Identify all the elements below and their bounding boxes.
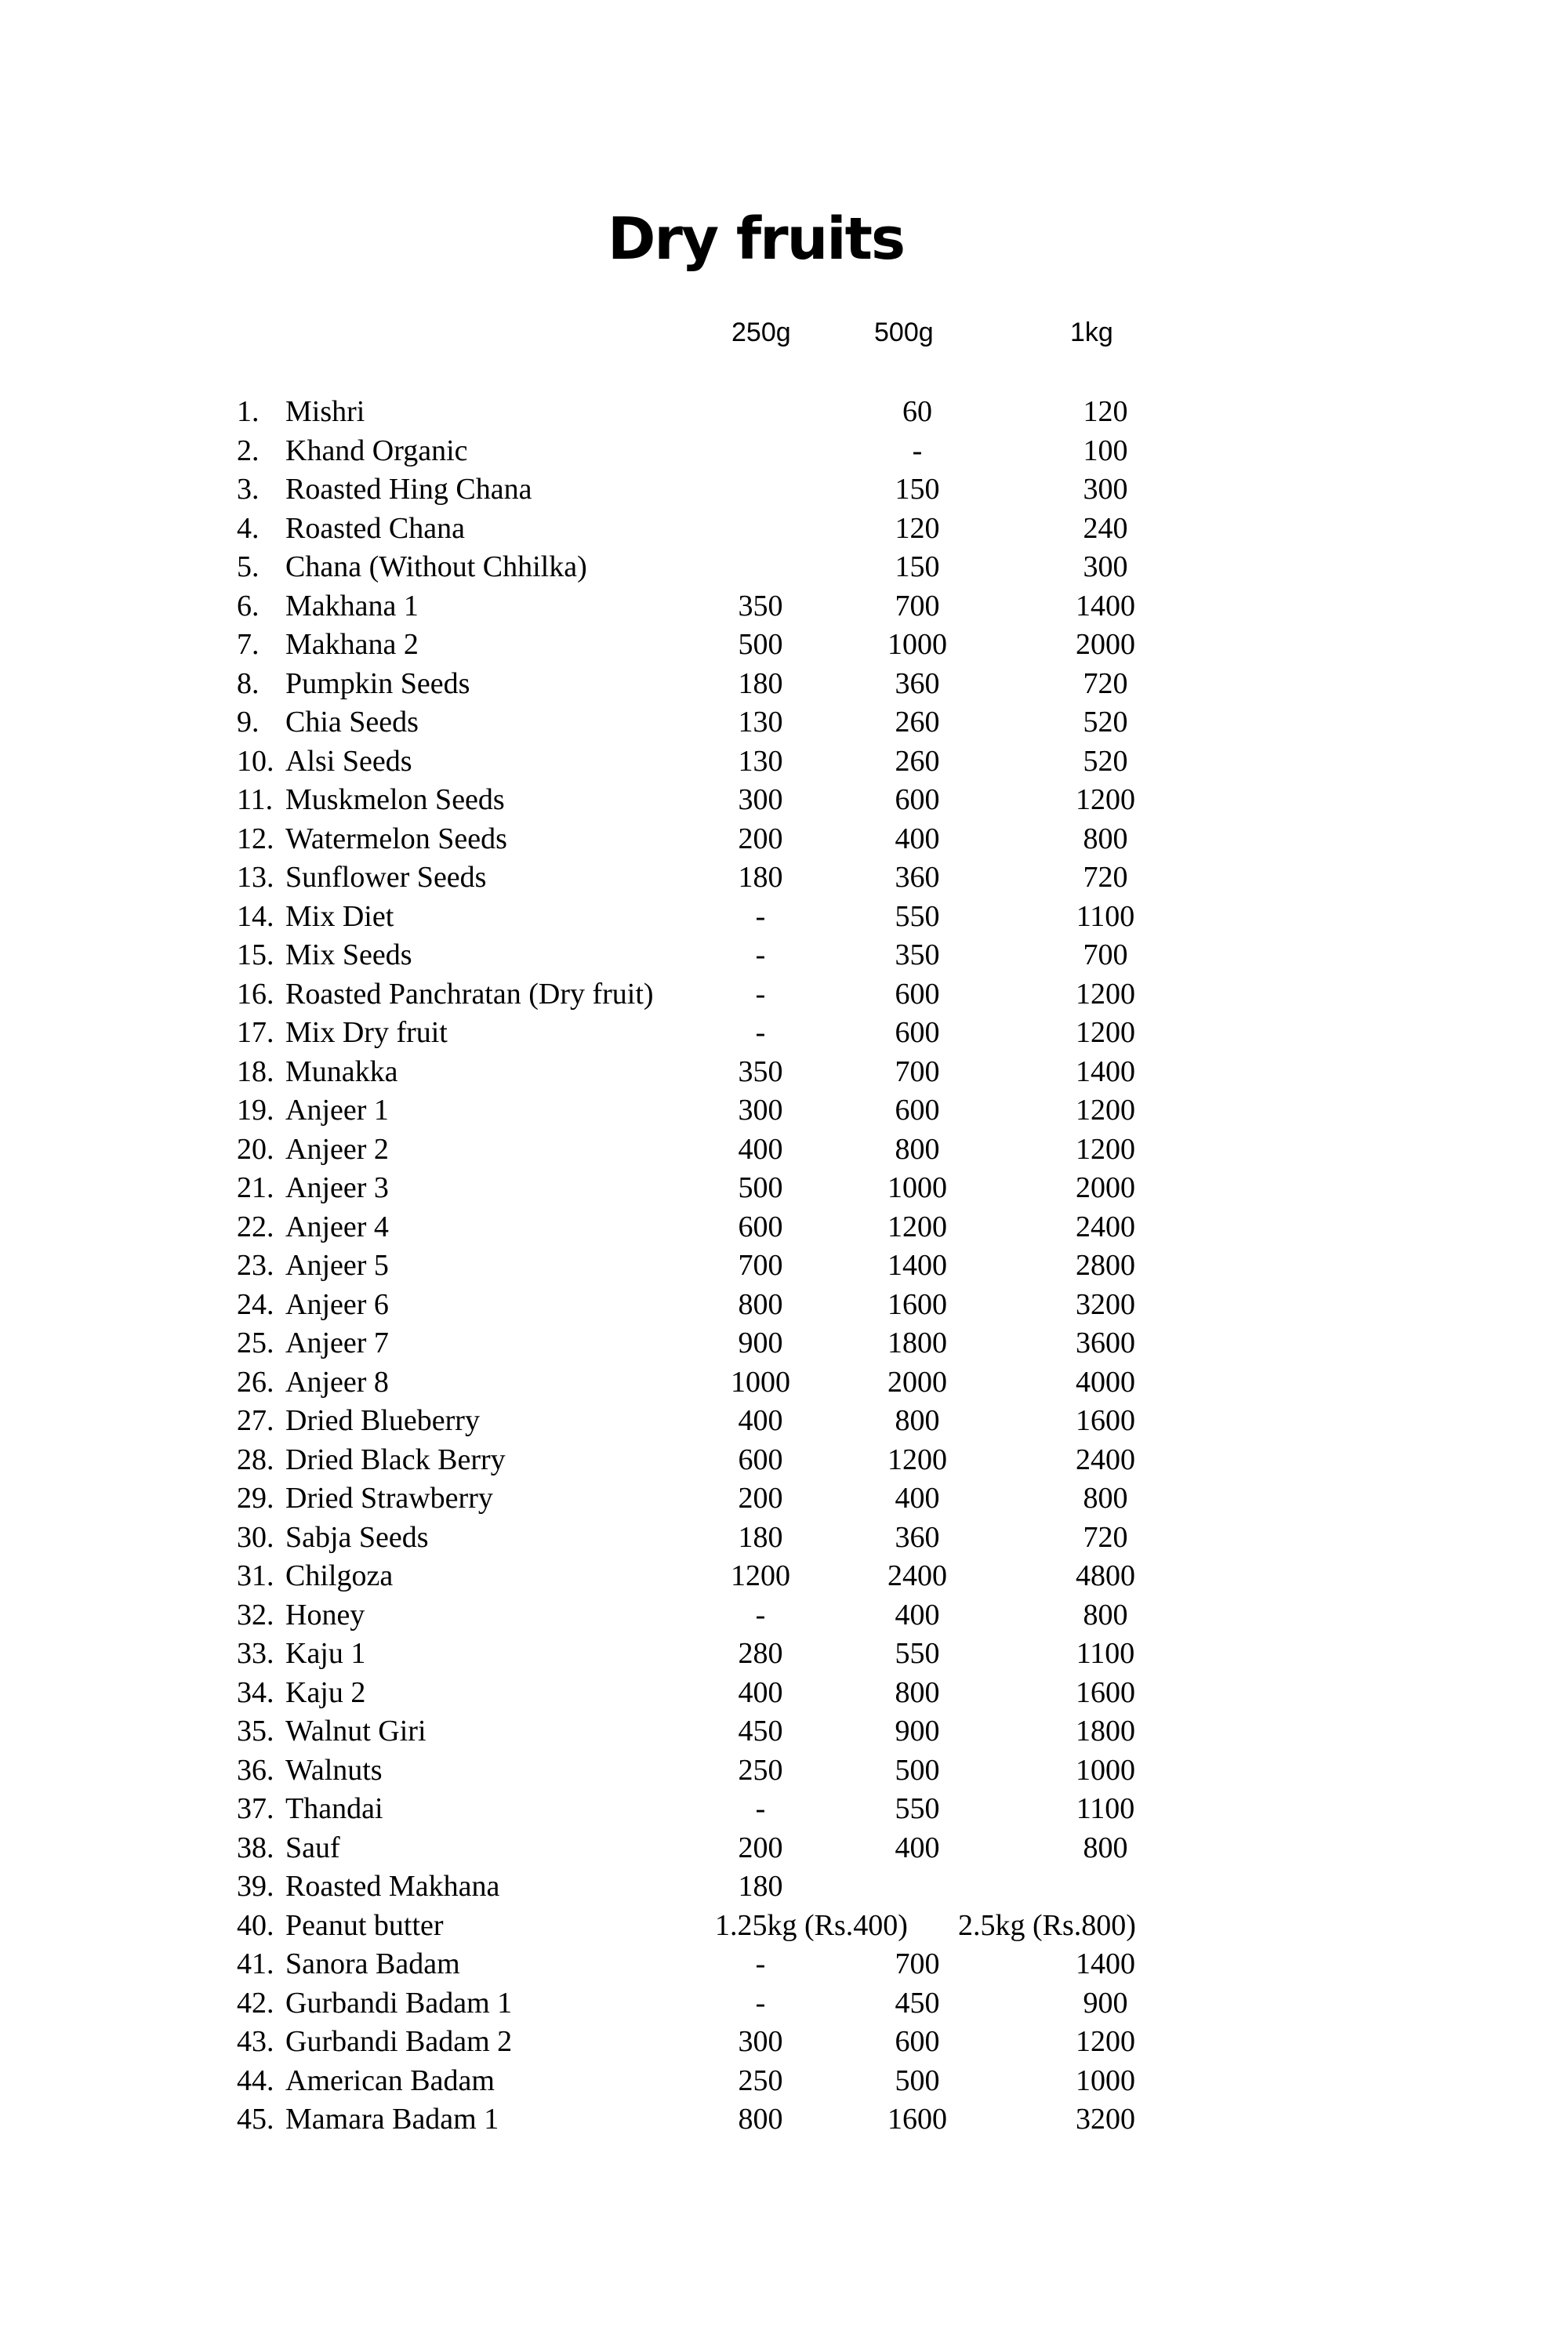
list-item xyxy=(0,897,1568,936)
item-number: 22. xyxy=(237,1210,274,1243)
item-name: Gurbandi Badam 1 xyxy=(285,1986,513,2020)
price-500g: 150 xyxy=(895,550,940,583)
price-250g: 250 xyxy=(738,2063,783,2097)
price-250g: 300 xyxy=(738,783,783,816)
list-item xyxy=(0,975,1568,1014)
item-number: 14. xyxy=(237,899,274,933)
price-500g: - xyxy=(912,434,923,467)
price-list xyxy=(0,392,1568,2139)
price-250g: 1200 xyxy=(731,1559,790,1592)
list-item xyxy=(0,1828,1568,1867)
list-item xyxy=(0,2100,1568,2139)
list-item xyxy=(0,1789,1568,1828)
column-header-1kg: 1kg xyxy=(1070,318,1113,347)
list-item xyxy=(0,1556,1568,1595)
price-1kg: 800 xyxy=(1083,822,1128,855)
price-500g: 150 xyxy=(895,473,940,506)
item-number: 40. xyxy=(237,1908,274,1942)
price-500g: 900 xyxy=(895,1715,940,1748)
price-1kg: 900 xyxy=(1083,1986,1128,2020)
item-name: Sanora Badam xyxy=(285,1947,460,1980)
price-1kg: 300 xyxy=(1083,550,1128,583)
price-1kg: 300 xyxy=(1083,473,1128,506)
price-250g: - xyxy=(755,1016,766,1049)
price-500g: 360 xyxy=(895,1520,940,1554)
price-1kg: 1100 xyxy=(1076,1637,1135,1670)
list-item xyxy=(0,1246,1568,1285)
list-item xyxy=(0,1673,1568,1712)
price-500g: 600 xyxy=(895,1016,940,1049)
item-name: Dried Blueberry xyxy=(285,1404,480,1437)
list-item xyxy=(0,1906,1568,1945)
item-number: 10. xyxy=(237,744,274,778)
price-250g: - xyxy=(755,938,766,971)
item-name: Khand Organic xyxy=(285,434,468,467)
item-name: Alsi Seeds xyxy=(285,744,412,778)
item-name: Makhana 1 xyxy=(285,589,419,622)
item-name: Anjeer 5 xyxy=(285,1249,389,1282)
price-1kg: 800 xyxy=(1083,1598,1128,1632)
item-name: Muskmelon Seeds xyxy=(285,783,505,816)
price-250g: 500 xyxy=(738,628,783,661)
price-500g: 600 xyxy=(895,783,940,816)
item-number: 23. xyxy=(237,1249,274,1282)
price-250g: 280 xyxy=(738,1637,783,1670)
list-item xyxy=(0,858,1568,897)
price-1kg: 1200 xyxy=(1076,1094,1135,1127)
price-500g: 260 xyxy=(895,744,940,778)
price-500g: 60 xyxy=(902,395,932,428)
item-number: 35. xyxy=(237,1715,274,1748)
item-number: 16. xyxy=(237,977,274,1011)
column-header-500g: 500g xyxy=(874,318,934,347)
price-500g: 600 xyxy=(895,2025,940,2058)
item-name: Anjeer 1 xyxy=(285,1094,389,1127)
item-name: Peanut butter xyxy=(285,1908,444,1942)
price-500g: 360 xyxy=(895,666,940,700)
price-1kg: 3200 xyxy=(1076,2103,1135,2136)
price-500g: 1000 xyxy=(887,1171,947,1204)
item-number: 31. xyxy=(237,1559,274,1592)
price-250g: - xyxy=(755,899,766,933)
list-item xyxy=(0,664,1568,703)
price-500g: 1800 xyxy=(887,1327,947,1359)
price-250g: 180 xyxy=(738,666,783,700)
price-500g: 1000 xyxy=(887,628,947,661)
price-250g: 400 xyxy=(738,1404,783,1437)
item-number: 21. xyxy=(237,1171,274,1204)
item-number: 8. xyxy=(237,666,260,700)
price-1kg: 1800 xyxy=(1076,1715,1135,1748)
price-250g: 180 xyxy=(738,1870,783,1903)
item-name: Roasted Makhana xyxy=(285,1870,500,1903)
list-item xyxy=(0,1440,1568,1479)
item-number: 28. xyxy=(237,1443,274,1476)
price-500g: 1600 xyxy=(887,2103,947,2136)
price-500g: 400 xyxy=(895,1482,940,1515)
price-500g: 800 xyxy=(895,1404,940,1437)
price-1kg: 1600 xyxy=(1076,1675,1135,1709)
item-name: Kaju 1 xyxy=(285,1637,366,1670)
price-250g: - xyxy=(755,1792,766,1825)
list-item xyxy=(0,1518,1568,1557)
item-name: Mix Dry fruit xyxy=(285,1016,448,1049)
price-1kg: 1200 xyxy=(1076,1016,1135,1049)
list-item xyxy=(0,1751,1568,1790)
item-name: Munakka xyxy=(285,1054,398,1088)
list-item xyxy=(0,509,1568,548)
item-number: 24. xyxy=(237,1287,274,1321)
price-500g: 2400 xyxy=(887,1559,947,1592)
price-500g: 800 xyxy=(895,1675,940,1709)
list-item xyxy=(0,1634,1568,1673)
price-500g: 700 xyxy=(895,1947,940,1980)
price-250g: 130 xyxy=(738,706,783,739)
item-name: Roasted Chana xyxy=(285,511,466,545)
list-item xyxy=(0,1479,1568,1518)
price-500g: 600 xyxy=(895,1094,940,1127)
price-250g: 180 xyxy=(738,1520,783,1554)
list-item xyxy=(0,586,1568,626)
item-number: 1. xyxy=(237,395,260,428)
item-number: 43. xyxy=(237,2025,274,2058)
item-name: Thandai xyxy=(285,1792,383,1825)
price-500g: 260 xyxy=(895,706,940,739)
item-number: 2. xyxy=(237,434,260,467)
item-number: 42. xyxy=(237,1986,274,2020)
item-name: Roasted Hing Chana xyxy=(285,473,532,506)
price-1kg: 700 xyxy=(1083,938,1128,971)
column-header-250g: 250g xyxy=(731,318,791,347)
item-number: 17. xyxy=(237,1016,274,1049)
item-number: 7. xyxy=(237,628,260,661)
item-number: 36. xyxy=(237,1753,274,1787)
price-250g: 400 xyxy=(738,1675,783,1709)
price-1kg: 120 xyxy=(1083,395,1128,428)
item-name: Sabja Seeds xyxy=(285,1520,429,1554)
item-name: Anjeer 6 xyxy=(285,1287,389,1321)
item-number: 12. xyxy=(237,822,274,855)
item-name: Dried Black Berry xyxy=(285,1443,506,1476)
price-500g: 500 xyxy=(895,2063,940,2097)
item-name: Walnuts xyxy=(285,1753,383,1787)
list-item xyxy=(0,392,1568,431)
item-number: 15. xyxy=(237,938,274,971)
item-name: Mishri xyxy=(285,395,365,428)
price-250g: 300 xyxy=(738,2025,783,2058)
list-item xyxy=(0,1711,1568,1751)
price-500g: 700 xyxy=(895,1054,940,1088)
price-250g: 250 xyxy=(738,1753,783,1787)
price-250g: 600 xyxy=(738,1443,783,1476)
list-item xyxy=(0,625,1568,664)
item-number: 11. xyxy=(237,783,274,816)
item-number: 34. xyxy=(237,1675,274,1709)
price-500g: 500 xyxy=(895,1753,940,1787)
item-number: 27. xyxy=(237,1404,274,1437)
price-500g: 450 xyxy=(895,1986,940,2020)
list-item xyxy=(0,1091,1568,1130)
price-250g: 700 xyxy=(738,1249,783,1282)
list-item xyxy=(0,1013,1568,1052)
price-250g: 350 xyxy=(738,589,783,622)
item-number: 6. xyxy=(237,589,260,622)
item-number: 30. xyxy=(237,1520,274,1554)
price-250g: 300 xyxy=(738,1094,783,1127)
list-item xyxy=(0,1984,1568,2023)
price-1kg: 1200 xyxy=(1076,1132,1135,1166)
item-number: 9. xyxy=(237,706,260,739)
price-500g: 400 xyxy=(895,822,940,855)
item-name: Makhana 2 xyxy=(285,628,419,661)
price-1kg: 1000 xyxy=(1076,2063,1135,2097)
price-500g: 360 xyxy=(895,861,940,894)
list-item xyxy=(0,431,1568,470)
item-number: 13. xyxy=(237,861,274,894)
list-item xyxy=(0,935,1568,975)
price-500g: 400 xyxy=(895,1831,940,1864)
item-name: Anjeer 4 xyxy=(285,1210,389,1243)
price-500g: 1400 xyxy=(887,1249,947,1282)
item-number: 4. xyxy=(237,511,260,545)
price-250g: - xyxy=(755,1598,766,1632)
item-name: Mix Diet xyxy=(285,899,394,933)
price-1kg: 2000 xyxy=(1076,1171,1135,1204)
price-1kg: 100 xyxy=(1083,434,1128,467)
list-item xyxy=(0,780,1568,819)
price-1kg: 720 xyxy=(1083,1520,1128,1554)
list-item xyxy=(0,1168,1568,1207)
item-name: Sunflower Seeds xyxy=(285,861,487,894)
price-250g: 800 xyxy=(738,1287,783,1321)
item-name: Anjeer 8 xyxy=(285,1365,389,1399)
price-1kg: 720 xyxy=(1083,861,1128,894)
price-1kg: 1000 xyxy=(1076,1753,1135,1787)
price-500g: 700 xyxy=(895,589,940,622)
item-number: 39. xyxy=(237,1870,274,1903)
price-1kg: 2400 xyxy=(1076,1443,1135,1476)
price-1kg: 240 xyxy=(1083,511,1128,545)
item-name: Chia Seeds xyxy=(285,706,419,739)
item-name: Mix Seeds xyxy=(285,938,412,971)
price-1kg: 800 xyxy=(1083,1831,1128,1864)
price-1kg: 1200 xyxy=(1076,2025,1135,2058)
price-250g: 800 xyxy=(738,2103,783,2136)
price-500g: 600 xyxy=(895,977,940,1011)
item-number: 29. xyxy=(237,1482,274,1515)
price-500g: 1200 xyxy=(887,1443,947,1476)
list-item xyxy=(0,1363,1568,1402)
item-name: Kaju 2 xyxy=(285,1675,366,1709)
list-item xyxy=(0,702,1568,742)
price-250g: 200 xyxy=(738,822,783,855)
price-500g: 120 xyxy=(895,511,940,545)
price-250g: 1000 xyxy=(731,1365,790,1399)
price-500g: 550 xyxy=(895,1637,940,1670)
price-250g: 130 xyxy=(738,744,783,778)
list-item xyxy=(0,1323,1568,1363)
item-number: 19. xyxy=(237,1094,274,1127)
list-item xyxy=(0,1207,1568,1247)
price-1kg: 1100 xyxy=(1076,1792,1135,1825)
price-500g: 550 xyxy=(895,1792,940,1825)
price-500g: 1200 xyxy=(887,1210,947,1243)
price-250g: 450 xyxy=(738,1715,783,1748)
price-1kg: 520 xyxy=(1083,706,1128,739)
list-item xyxy=(0,1401,1568,1440)
price-1kg: 520 xyxy=(1083,744,1128,778)
item-name: Sauf xyxy=(285,1831,340,1864)
price-1kg: 4800 xyxy=(1076,1559,1135,1592)
item-name: Walnut Giri xyxy=(285,1715,426,1748)
list-item xyxy=(0,1595,1568,1635)
item-name: Watermelon Seeds xyxy=(285,822,507,855)
item-number: 38. xyxy=(237,1831,274,1864)
price-special-1: 1.25kg (Rs.400) xyxy=(715,1908,908,1942)
price-1kg: 2000 xyxy=(1076,628,1135,661)
item-name: Roasted Panchratan (Dry fruit) xyxy=(285,977,654,1011)
price-1kg: 720 xyxy=(1083,666,1128,700)
price-500g: 800 xyxy=(895,1132,940,1166)
item-name: Anjeer 2 xyxy=(285,1132,389,1166)
list-item xyxy=(0,2061,1568,2100)
price-1kg: 800 xyxy=(1083,1482,1128,1515)
item-number: 41. xyxy=(237,1947,274,1980)
item-name: Gurbandi Badam 2 xyxy=(285,2025,513,2058)
list-item xyxy=(0,1052,1568,1091)
price-1kg: 4000 xyxy=(1076,1365,1135,1399)
price-500g: 350 xyxy=(895,938,940,971)
page-title: Dry fruits xyxy=(608,205,905,273)
item-number: 20. xyxy=(237,1132,274,1166)
item-number: 18. xyxy=(237,1054,274,1088)
price-1kg: 1400 xyxy=(1076,1947,1135,1980)
list-item xyxy=(0,819,1568,858)
price-1kg: 1100 xyxy=(1076,899,1135,933)
item-name: Pumpkin Seeds xyxy=(285,666,470,700)
price-1kg: 2800 xyxy=(1076,1249,1135,1282)
price-special-2: 2.5kg (Rs.800) xyxy=(958,1908,1136,1942)
item-name: Dried Strawberry xyxy=(285,1482,493,1515)
price-500g: 400 xyxy=(895,1598,940,1632)
price-1kg: 3200 xyxy=(1076,1287,1135,1321)
price-500g: 1600 xyxy=(887,1287,947,1321)
price-1kg: 2400 xyxy=(1076,1210,1135,1243)
list-item xyxy=(0,470,1568,509)
item-number: 37. xyxy=(237,1792,274,1825)
item-number: 45. xyxy=(237,2103,274,2136)
price-1kg: 1600 xyxy=(1076,1404,1135,1437)
price-250g: 200 xyxy=(738,1482,783,1515)
price-250g: 180 xyxy=(738,861,783,894)
price-1kg: 1400 xyxy=(1076,589,1135,622)
price-1kg: 1200 xyxy=(1076,783,1135,816)
price-250g: - xyxy=(755,1947,766,1980)
item-number: 3. xyxy=(237,473,260,506)
item-number: 33. xyxy=(237,1637,274,1670)
item-number: 32. xyxy=(237,1598,274,1632)
list-item xyxy=(0,1867,1568,1906)
item-name: Chilgoza xyxy=(285,1559,394,1592)
list-item xyxy=(0,2022,1568,2061)
price-1kg: 3600 xyxy=(1076,1327,1135,1359)
price-250g: 900 xyxy=(738,1327,783,1359)
price-250g: 200 xyxy=(738,1831,783,1864)
item-name: Mamara Badam 1 xyxy=(285,2103,499,2136)
item-name: Honey xyxy=(285,1598,365,1632)
price-500g: 550 xyxy=(895,899,940,933)
list-item xyxy=(0,742,1568,781)
price-250g: - xyxy=(755,977,766,1011)
item-name: Anjeer 3 xyxy=(285,1171,389,1204)
item-name: Chana (Without Chhilka) xyxy=(285,550,587,583)
item-number: 44. xyxy=(237,2063,274,2097)
list-item xyxy=(0,547,1568,586)
price-1kg: 1200 xyxy=(1076,977,1135,1011)
price-1kg: 1400 xyxy=(1076,1054,1135,1088)
price-250g: - xyxy=(755,1986,766,2020)
item-number: 25. xyxy=(237,1327,274,1359)
item-name: Anjeer 7 xyxy=(285,1327,389,1359)
list-item xyxy=(0,1130,1568,1169)
price-250g: 400 xyxy=(738,1132,783,1166)
list-item xyxy=(0,1285,1568,1324)
list-item xyxy=(0,1944,1568,1984)
item-name: American Badam xyxy=(285,2063,495,2097)
price-500g: 2000 xyxy=(887,1365,947,1399)
price-250g: 600 xyxy=(738,1210,783,1243)
price-250g: 350 xyxy=(738,1054,783,1088)
item-number: 5. xyxy=(237,550,260,583)
price-250g: 500 xyxy=(738,1171,783,1204)
item-number: 26. xyxy=(237,1365,274,1399)
